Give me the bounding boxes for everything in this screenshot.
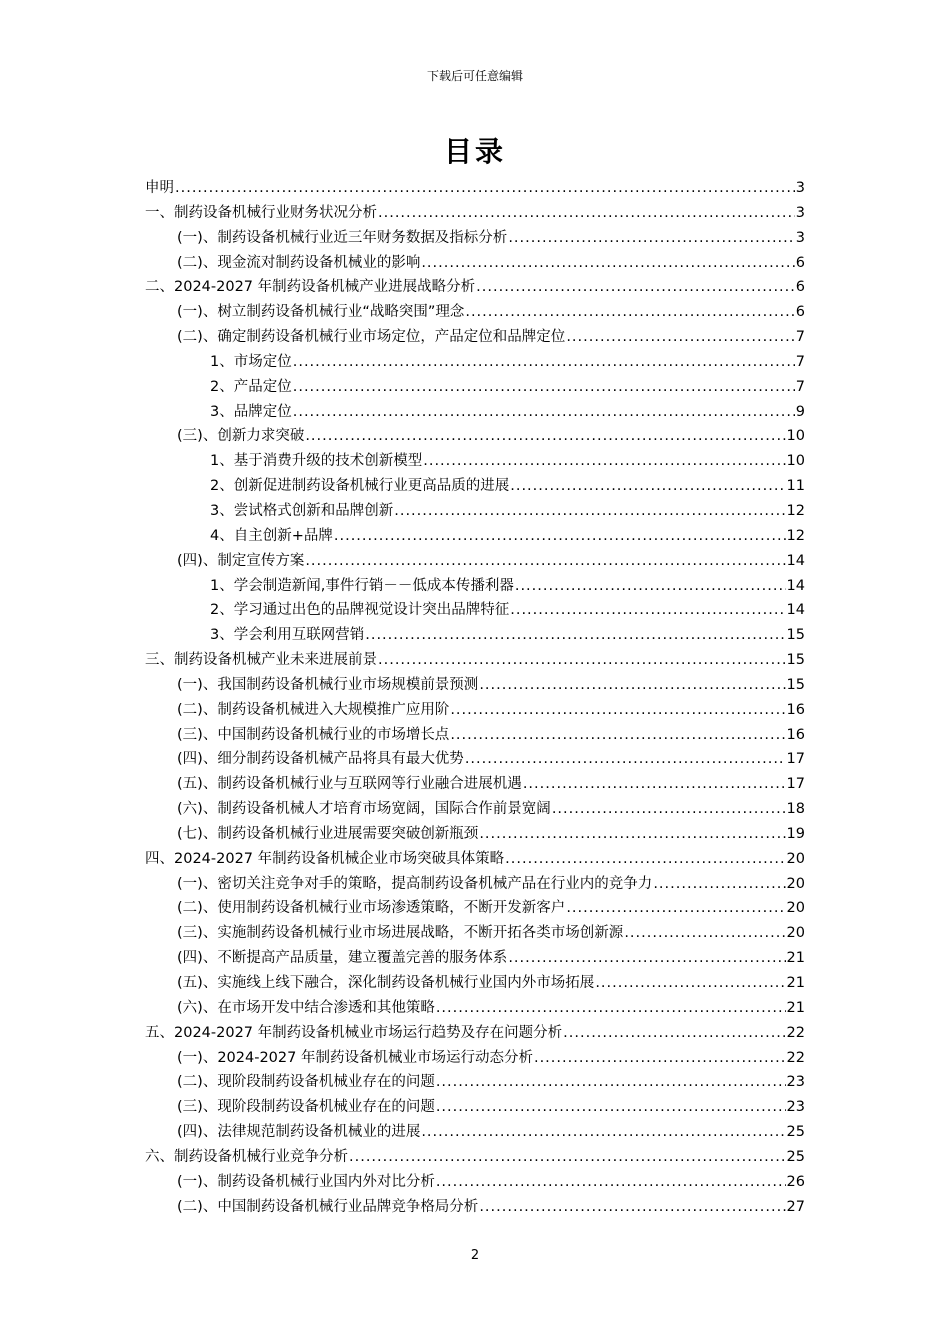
toc-entry-page: 22 bbox=[786, 1024, 805, 1041]
toc-dot-leader bbox=[465, 300, 794, 325]
toc-entry[interactable] bbox=[145, 698, 805, 723]
toc-entry-page: 7 bbox=[795, 353, 805, 370]
toc-dot-leader bbox=[508, 226, 794, 251]
toc-entry[interactable] bbox=[145, 921, 805, 946]
toc-entry[interactable] bbox=[145, 275, 805, 300]
toc-entry[interactable] bbox=[145, 474, 805, 499]
toc-dot-leader bbox=[465, 747, 786, 772]
toc-entry-text: 3、学会利用互联网营销 bbox=[210, 627, 365, 644]
page-number: 2 bbox=[470, 1248, 480, 1263]
toc-entry-page: 22 bbox=[786, 1049, 805, 1066]
toc-entry-page: 25 bbox=[786, 1124, 805, 1141]
toc-entry-text: 六、制药设备机械行业竞争分析 bbox=[145, 1148, 348, 1165]
toc-entry-text: 4、自主创新+品牌 bbox=[210, 527, 333, 544]
toc-entry-text: (三)、实施制药设备机械行业市场进展战略，不断开拓各类市场创新源 bbox=[177, 925, 624, 942]
toc-entry-text: (二)、确定制药设备机械行业市场定位，产品定位和品牌定位 bbox=[177, 329, 566, 346]
toc-dot-leader bbox=[436, 996, 786, 1021]
toc-entry-text: 五、2024-2027 年制药设备机械业市场运行趋势及存在问题分析 bbox=[145, 1024, 563, 1041]
toc-entry[interactable] bbox=[145, 1021, 805, 1046]
toc-entry[interactable] bbox=[145, 375, 805, 400]
toc-entry[interactable] bbox=[145, 1145, 805, 1170]
toc-entry-page: 12 bbox=[786, 527, 805, 544]
toc-dot-leader bbox=[624, 921, 785, 946]
toc-entry-text: 四、2024-2027 年制药设备机械企业市场突破具体策略 bbox=[145, 850, 505, 867]
toc-entry-page: 6 bbox=[795, 279, 805, 296]
toc-entry-page: 20 bbox=[786, 875, 805, 892]
toc-dot-leader bbox=[505, 847, 785, 872]
toc-entry[interactable] bbox=[145, 201, 805, 226]
toc-entry-page: 19 bbox=[786, 825, 805, 842]
toc-entry-page: 20 bbox=[786, 850, 805, 867]
toc-entry-text: 一、制药设备机械行业财务状况分析 bbox=[145, 204, 377, 221]
toc-entry-page: 27 bbox=[786, 1198, 805, 1215]
toc-entry-text: 3、尝试格式创新和品牌创新 bbox=[210, 502, 394, 519]
toc-dot-leader bbox=[436, 1070, 786, 1095]
toc-entry-text: 三、制药设备机械产业未来进展前景 bbox=[145, 652, 377, 669]
toc-entry-text: (三)、现阶段制药设备机械业存在的问题 bbox=[177, 1099, 435, 1116]
header-note: 下载后可任意编辑 bbox=[426, 69, 523, 83]
toc-dot-leader bbox=[365, 623, 785, 648]
toc-entry-text: (六)、制药设备机械人才培育市场宽阔，国际合作前景宽阔 bbox=[177, 801, 551, 818]
toc-entry[interactable] bbox=[145, 872, 805, 897]
toc-entry-page: 10 bbox=[786, 428, 805, 445]
toc-entry-text: 申明 bbox=[145, 180, 174, 196]
toc-entry-page: 16 bbox=[786, 701, 805, 718]
toc-entry-text: (一)、密切关注竞争对手的策略，提高制药设备机械产品在行业内的竞争力 bbox=[177, 875, 653, 892]
toc-entry[interactable] bbox=[145, 797, 805, 822]
toc-entry-page: 26 bbox=[786, 1173, 805, 1190]
toc-entry[interactable] bbox=[145, 1070, 805, 1095]
toc-entry[interactable] bbox=[145, 673, 805, 698]
toc-entry-text: (四)、制定宣传方案 bbox=[177, 552, 305, 569]
toc-entry[interactable] bbox=[145, 300, 805, 325]
toc-entry-page: 6 bbox=[795, 254, 805, 271]
toc-entry-text: 1、基于消费升级的技术创新模型 bbox=[210, 453, 423, 470]
toc-dot-leader bbox=[450, 723, 785, 748]
toc-dot-leader bbox=[479, 822, 785, 847]
toc-entry-page: 21 bbox=[786, 975, 805, 991]
toc-dot-leader bbox=[510, 474, 785, 499]
toc-entry-text: (二)、现金流对制药设备机械业的影响 bbox=[177, 254, 421, 271]
toc-dot-leader bbox=[378, 201, 795, 226]
toc-entry-text: (七)、制药设备机械行业进展需要突破创新瓶颈 bbox=[177, 825, 479, 842]
toc-dot-leader bbox=[305, 549, 785, 574]
table-of-contents bbox=[145, 176, 805, 1219]
toc-entry[interactable] bbox=[145, 499, 805, 524]
toc-dot-leader bbox=[450, 698, 785, 723]
toc-dot-leader bbox=[436, 1095, 786, 1120]
toc-entry-page: 17 bbox=[786, 751, 805, 768]
toc-entry[interactable] bbox=[145, 598, 805, 623]
toc-entry-page: 7 bbox=[795, 378, 805, 395]
toc-entry-page: 9 bbox=[795, 403, 805, 420]
toc-entry-page: 3 bbox=[795, 229, 805, 246]
toc-entry[interactable] bbox=[145, 350, 805, 375]
toc-entry-page: 3 bbox=[795, 180, 805, 196]
toc-dot-leader bbox=[293, 400, 795, 425]
toc-entry-text: (一)、我国制药设备机械行业市场规模前景预测 bbox=[177, 676, 479, 693]
toc-dot-leader bbox=[293, 350, 795, 375]
toc-entry-page: 11 bbox=[786, 478, 805, 495]
toc-entry[interactable] bbox=[145, 226, 805, 251]
toc-dot-leader bbox=[510, 598, 785, 623]
toc-dot-leader bbox=[508, 946, 785, 971]
toc-entry-page: 18 bbox=[786, 801, 805, 818]
toc-entry-page: 6 bbox=[795, 304, 805, 321]
toc-entry-page: 23 bbox=[786, 1099, 805, 1116]
toc-entry-text: (二)、使用制药设备机械行业市场渗透策略，不断开发新客户 bbox=[177, 900, 566, 917]
toc-entry-text: 1、市场定位 bbox=[210, 353, 292, 370]
toc-entry-text: (三)、创新力求突破 bbox=[177, 428, 305, 445]
toc-entry[interactable] bbox=[145, 772, 805, 797]
toc-entry-text: 1、学会制造新闻,事件行销－－低成本传播利器 bbox=[210, 577, 514, 594]
toc-entry-text: (二)、中国制药设备机械行业品牌竞争格局分析 bbox=[177, 1198, 479, 1215]
toc-entry-page: 14 bbox=[786, 552, 805, 569]
toc-dot-leader bbox=[534, 1046, 786, 1071]
toc-entry-text: (四)、不断提高产品质量，建立覆盖完善的服务体系 bbox=[177, 950, 508, 967]
toc-entry[interactable] bbox=[145, 325, 805, 350]
toc-entry-text: (五)、实施线上线下融合，深化制药设备机械行业国内外市场拓展 bbox=[177, 975, 595, 991]
toc-entry[interactable] bbox=[145, 549, 805, 574]
toc-entry[interactable] bbox=[145, 1195, 805, 1220]
toc-dot-leader bbox=[394, 499, 785, 524]
toc-entry[interactable] bbox=[145, 251, 805, 276]
toc-entry[interactable] bbox=[145, 524, 805, 549]
toc-entry-page: 21 bbox=[786, 999, 805, 1016]
toc-entry[interactable] bbox=[145, 971, 805, 996]
toc-dot-leader bbox=[552, 797, 786, 822]
toc-dot-leader bbox=[653, 872, 785, 897]
toc-dot-leader bbox=[595, 971, 785, 996]
toc-entry[interactable] bbox=[145, 747, 805, 772]
toc-dot-leader bbox=[175, 176, 795, 201]
toc-entry[interactable] bbox=[145, 648, 805, 673]
toc-entry[interactable] bbox=[145, 623, 805, 648]
toc-entry-text: 二、2024-2027 年制药设备机械产业进展战略分析 bbox=[145, 279, 476, 296]
toc-dot-leader bbox=[479, 673, 785, 698]
toc-dot-leader bbox=[515, 574, 786, 599]
toc-title: 目录 bbox=[443, 135, 506, 168]
toc-entry[interactable] bbox=[145, 424, 805, 449]
toc-entry-text: 2、创新促进制药设备机械行业更高品质的进展 bbox=[210, 478, 510, 495]
toc-entry[interactable] bbox=[145, 449, 805, 474]
toc-dot-leader bbox=[378, 648, 786, 673]
toc-entry[interactable] bbox=[145, 847, 805, 872]
toc-entry[interactable] bbox=[145, 723, 805, 748]
toc-entry-text: (一)、树立制药设备机械行业“战略突围”理念 bbox=[177, 304, 465, 321]
toc-entry-page: 14 bbox=[786, 602, 805, 619]
toc-entry-text: 3、品牌定位 bbox=[210, 403, 292, 420]
toc-dot-leader bbox=[305, 424, 785, 449]
toc-entry-page: 21 bbox=[786, 950, 805, 967]
toc-entry-page: 25 bbox=[786, 1148, 805, 1165]
toc-dot-leader bbox=[334, 524, 786, 549]
toc-entry-text: 2、学习通过出色的品牌视觉设计突出品牌特征 bbox=[210, 602, 510, 619]
toc-dot-leader bbox=[293, 375, 795, 400]
toc-entry[interactable] bbox=[145, 176, 805, 201]
toc-entry-page: 20 bbox=[786, 900, 805, 917]
toc-dot-leader bbox=[566, 325, 794, 350]
toc-entry-page: 16 bbox=[786, 726, 805, 743]
toc-entry[interactable] bbox=[145, 996, 805, 1021]
toc-dot-leader bbox=[523, 772, 786, 797]
toc-entry-page: 7 bbox=[795, 329, 805, 346]
toc-entry-text: (二)、现阶段制药设备机械业存在的问题 bbox=[177, 1074, 435, 1091]
toc-dot-leader bbox=[349, 1145, 786, 1170]
toc-dot-leader bbox=[436, 1170, 786, 1195]
toc-entry-text: (一)、制药设备机械行业国内外对比分析 bbox=[177, 1173, 435, 1190]
toc-entry[interactable] bbox=[145, 1046, 805, 1071]
toc-dot-leader bbox=[421, 1120, 785, 1145]
toc-entry[interactable] bbox=[145, 574, 805, 599]
toc-entry[interactable] bbox=[145, 896, 805, 921]
toc-entry-page: 23 bbox=[786, 1074, 805, 1091]
toc-entry-page: 15 bbox=[786, 676, 805, 693]
toc-entry-page: 14 bbox=[786, 577, 805, 594]
toc-entry[interactable] bbox=[145, 1170, 805, 1195]
toc-entry[interactable] bbox=[145, 822, 805, 847]
toc-entry-page: 12 bbox=[786, 502, 805, 519]
toc-entry-page: 10 bbox=[786, 453, 805, 470]
toc-dot-leader bbox=[476, 275, 795, 300]
toc-entry[interactable] bbox=[145, 400, 805, 425]
toc-entry-page: 20 bbox=[786, 925, 805, 942]
toc-entry-page: 3 bbox=[795, 204, 805, 221]
toc-entry[interactable] bbox=[145, 946, 805, 971]
toc-entry-page: 15 bbox=[786, 627, 805, 644]
toc-entry-text: (六)、在市场开发中结合渗透和其他策略 bbox=[177, 999, 435, 1016]
toc-entry-text: (三)、中国制药设备机械行业的市场增长点 bbox=[177, 726, 450, 743]
toc-dot-leader bbox=[423, 449, 785, 474]
toc-entry-text: (四)、法律规范制药设备机械业的进展 bbox=[177, 1124, 421, 1141]
toc-entry-text: 2、产品定位 bbox=[210, 378, 292, 395]
toc-dot-leader bbox=[563, 1021, 785, 1046]
toc-entry-page: 17 bbox=[786, 776, 805, 793]
toc-entry-text: (四)、细分制药设备机械产品将具有最大优势 bbox=[177, 751, 464, 768]
toc-dot-leader bbox=[479, 1195, 785, 1220]
toc-entry-page: 15 bbox=[786, 652, 805, 669]
toc-dot-leader bbox=[421, 251, 794, 276]
toc-entry[interactable] bbox=[145, 1120, 805, 1145]
toc-entry[interactable] bbox=[145, 1095, 805, 1120]
toc-entry-text: (二)、制药设备机械进入大规模推广应用阶 bbox=[177, 701, 450, 718]
toc-entry-text: (一)、2024-2027 年制药设备机械业市场运行动态分析 bbox=[177, 1049, 533, 1066]
toc-entry-text: (五)、制药设备机械行业与互联网等行业融合进展机遇 bbox=[177, 776, 522, 793]
toc-dot-leader bbox=[566, 896, 785, 921]
toc-entry-text: (一)、制药设备机械行业近三年财务数据及指标分析 bbox=[177, 229, 508, 246]
